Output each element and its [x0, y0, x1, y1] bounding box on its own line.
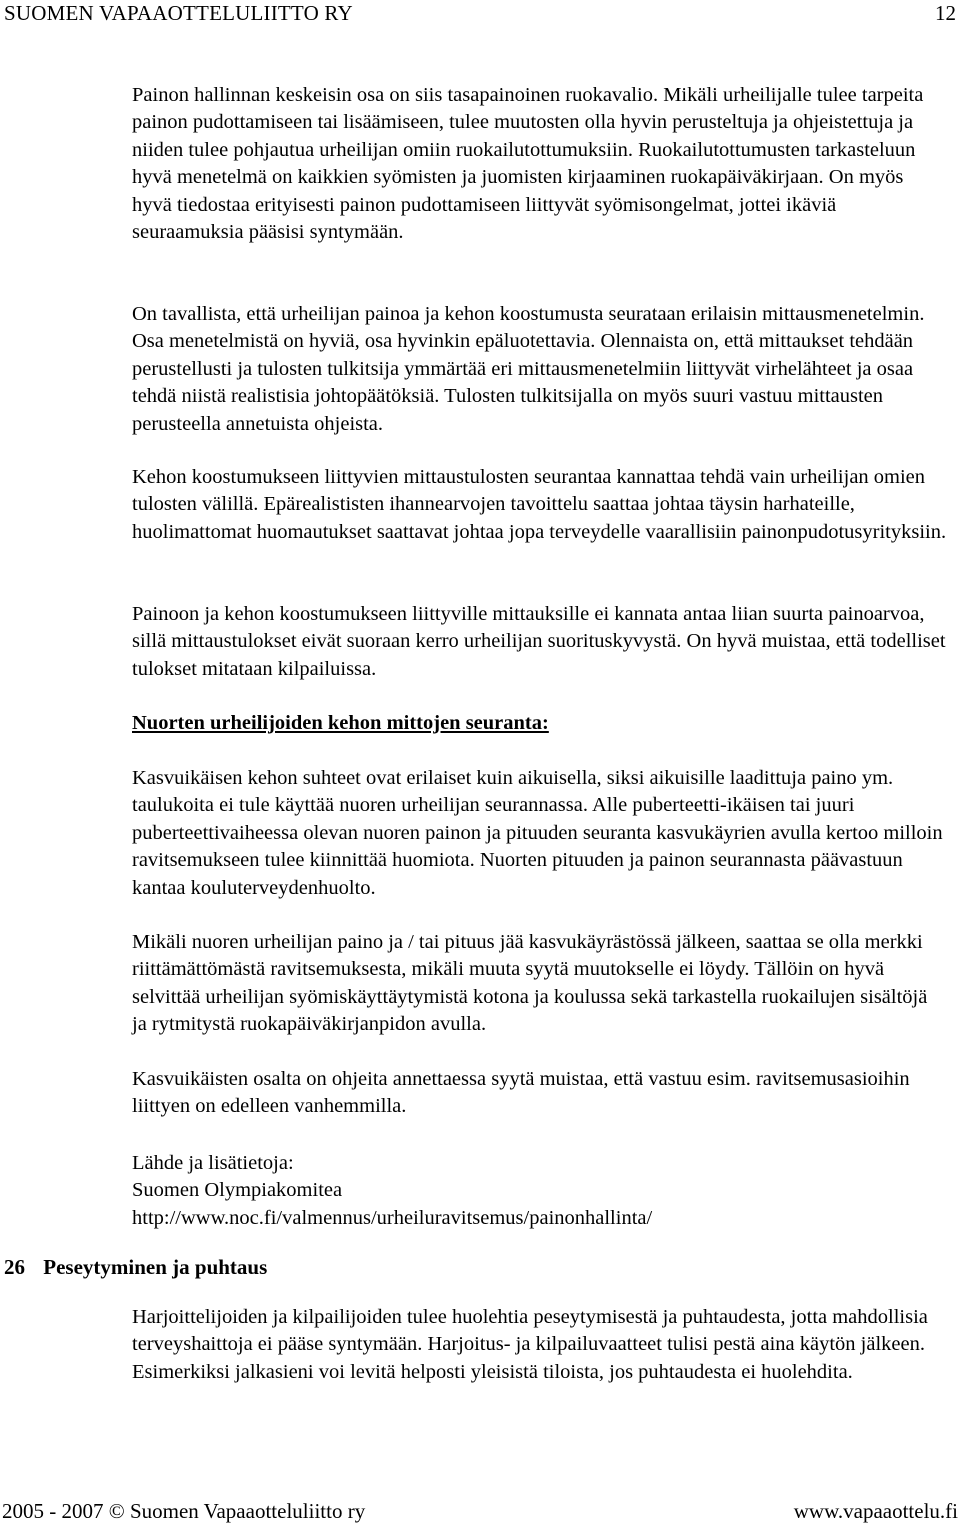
section-title: Peseytyminen ja puhtaus: [43, 1255, 268, 1279]
paragraph-growing-body: [132, 765, 947, 902]
paragraph-text: Harjoittelijoiden ja kilpailijoiden tulee huolehtia peseytymisestä ja puhtaudesta, jotta mahdollisia terveyshaittoja ei pääse syntymään. Harjoitus- ja kilpailuvaatteet tulisi pestä aina käytön jälkeen. Esimerkiksi jalkasieni voi levitä helposti yleisistä tiloista, jos puhtaudesta ei huolehdita.: [132, 1306, 928, 1383]
paragraph-body-composition: [132, 464, 947, 546]
paragraph-weight-management: [132, 82, 947, 246]
paragraph-measurement-methods: [132, 301, 947, 438]
section-heading: [4, 1254, 267, 1281]
source-block: [132, 1150, 947, 1232]
footer-website: www.vapaaottelu.fi: [793, 1499, 958, 1523]
paragraph-text: Painon hallinnan keskeisin osa on siis tasapainoinen ruokavalio. Mikäli urheilijalle tulee tarpeita painon pudottamiseen tai lisäämiseen, tulee muutosten olla hyvin perusteltuja ja ohjeistettuja ja niiden tulee pohjautua urheilijan omiin ruokailutottumuksiin. Ruokailutottumusten tarkasteluun hyvä menetelmä on kaikkien syömisten ja juomisten kirjaaminen ruokapäiväkirjaan. On myös hyvä tiedostaa erityisesti painon pudottamiseen liittyvät syömisongelmat, jottei ikäviä seuraamuksia pääsisi syntymään.: [132, 84, 924, 244]
page-header: [2, 0, 958, 30]
paragraph-text: On tavallista, että urheilijan painoa ja kehon koostumusta seurataan erilaisin mittausmenetelmin. Osa menetelmistä on hyviä, osa hyvinkin epäluotettavia. Olennaista on, että mittaukset tehdään perustellusti ja tulosten tulkitsija ymmärtää eri mittausmenetelmiin liittyvät virhelähteet ja osaa tehdä niistä realistisia johtopäätöksiä. Tulosten tulkitsijalla on myös suuri vastuu mittausten perusteella annetuista ohjeista.: [132, 303, 925, 435]
footer-copyright: 2005 - 2007 © Suomen Vapaaotteluliitto ry: [2, 1499, 366, 1523]
paragraph-text: Kasvuikäisen kehon suhteet ovat erilaiset kuin aikuisella, siksi aikuisille laadittuja paino ym. taulukoita ei tule käyttää nuoren urheilijan seurannassa. Alle puberteetti-ikäisen tai juuri puberteettivaiheessa olevan nuoren painon ja pituuden seuranta kasvukäyrien avulla kertoo milloin ravitsemukseen tulee kiinnittää huomiota. Nuorten pituuden ja painon seurannasta päävastuun kantaa kouluterveydenhuolto.: [132, 767, 943, 899]
page-number: 12: [935, 1, 956, 25]
paragraph-text: Kasvuikäisten osalta on ohjeita annettaessa syytä muistaa, että vastuu esim. ravitsemusasioihin liittyen on edelleen vanhemmilla.: [132, 1068, 910, 1118]
section-number: 26: [4, 1255, 25, 1279]
source-organization: Suomen Olympiakomitea: [132, 1179, 343, 1202]
paragraph-text: Painoon ja kehon koostumukseen liittyville mittauksille ei kannata antaa liian suurta painoarvoa, sillä mittaustulokset eivät suoraan kerro urheilijan suorituskyvystä. On hyvä muistaa, että todelliset tulokset mitataan kilpailuissa.: [132, 603, 946, 680]
paragraph-text: Mikäli nuoren urheilijan paino ja / tai pituus jää kasvukäyrästössä jälkeen, saattaa se olla merkki riittämättömästä ravitsemuksesta, mikäli muuta syytä muutokselle ei löydy. Tällöin on hyvä selvittää urheilijan syömiskäyttäytymistä kotona ja koulussa sekä tarkastella ruokailujen sisältöjä ja rytmitystä ruokapäiväkirjanpidon avulla.: [132, 931, 928, 1036]
page-footer: [0, 1498, 960, 1528]
source-label: Lähde ja lisätietoja:: [132, 1152, 294, 1174]
header-title: SUOMEN VAPAAOTTELULIITTO RY: [4, 1, 353, 25]
paragraph-measurement-weight: [132, 601, 947, 683]
paragraph-hygiene: [132, 1304, 947, 1386]
source-url: http://www.noc.fi/valmennus/urheiluravitsemus/painonhallinta/: [132, 1206, 653, 1229]
paragraph-growth-curve: [132, 929, 947, 1039]
paragraph-parent-responsibility: [132, 1066, 947, 1121]
subheading-youth-athletes: Nuorten urheilijoiden kehon mittojen seuranta:: [132, 712, 549, 734]
paragraph-text: Kehon koostumukseen liittyvien mittaustulosten seurantaa kannattaa tehdä vain urheilijan omien tulosten välillä. Epärealististen ihannearvojen tavoittelu saattaa johtaa täysin harhateille, huolimattomat huomautukset saattavat johtaa jopa terveydelle vaarallisiin painonpudotusyrityksiin.: [132, 466, 947, 543]
